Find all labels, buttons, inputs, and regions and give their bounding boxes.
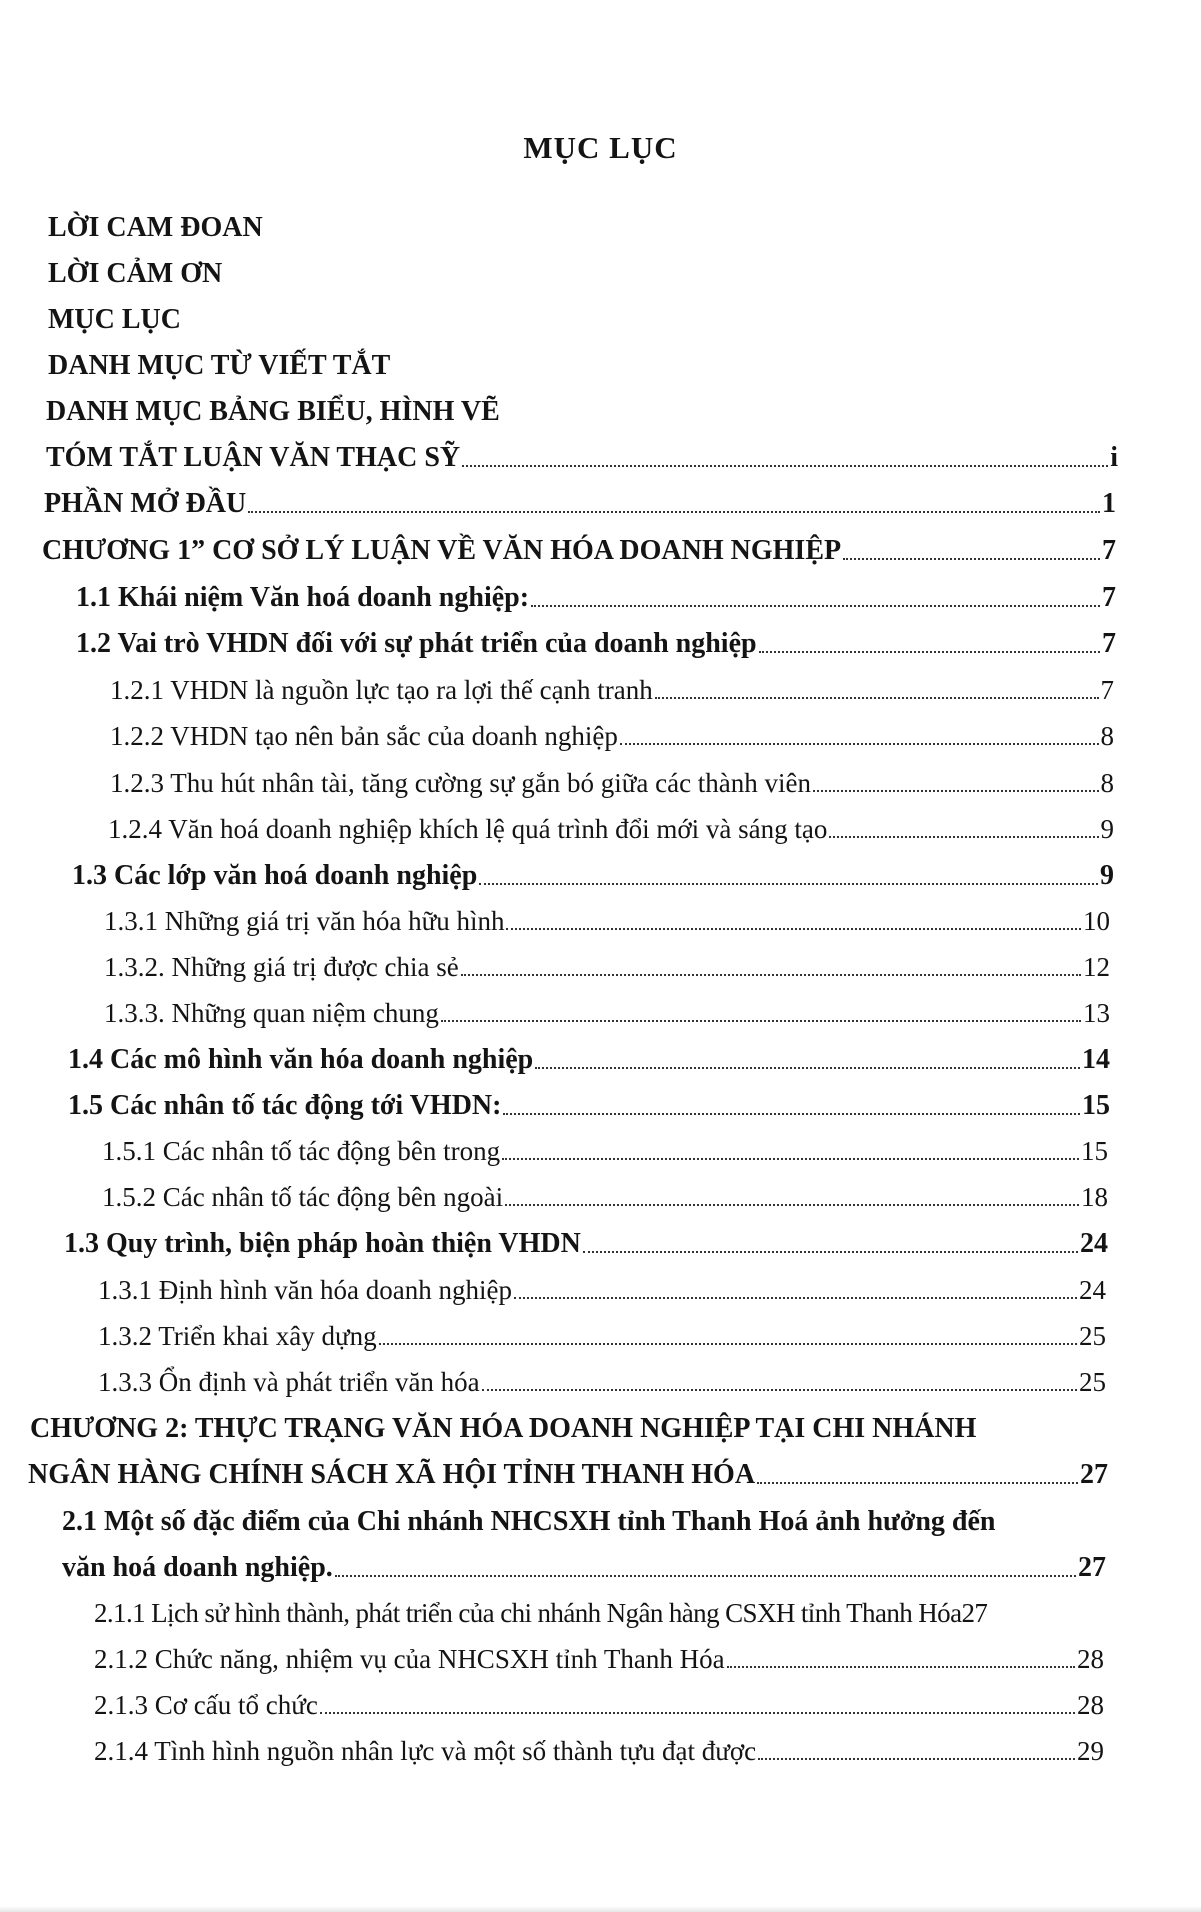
toc-entry[interactable] [62, 1552, 1106, 1584]
toc-entry[interactable] [102, 1182, 1108, 1213]
toc-entry-text: 1.3.1 Định hình văn hóa doanh nghiệp [98, 1275, 512, 1305]
dot-leader [655, 697, 1099, 699]
toc-entry[interactable] [44, 488, 1116, 520]
toc-entry-text: CHƯƠNG 1” CƠ SỞ LÝ LUẬN VỀ VĂN HÓA DOANH NGHIỆP [42, 535, 842, 566]
toc-entry[interactable] [46, 442, 1118, 474]
toc-page-number: 1 [1102, 488, 1116, 519]
toc-entry[interactable] [46, 396, 500, 428]
toc-entry-text: 1.5 Các nhân tố tác động tới VHDN: [68, 1090, 502, 1121]
toc-entry-text: 2.1.3 Cơ cấu tổ chức [94, 1690, 318, 1720]
toc-entry-text: 2.1.1 Lịch sử hình thành, phát triển của chi nhánh Ngân hàng CSXH tỉnh Thanh Hóa27 [94, 1598, 988, 1628]
toc-page-number: 9 [1100, 814, 1114, 844]
toc-entry[interactable] [62, 1506, 996, 1538]
toc-page-number: i [1110, 442, 1118, 473]
toc-entry[interactable] [108, 814, 1114, 845]
dot-leader [503, 1113, 1080, 1115]
toc-entry[interactable] [94, 1644, 1104, 1675]
toc-page-number: 7 [1102, 535, 1116, 566]
toc-entry-text: 1.3 Các lớp văn hoá doanh nghiệp [72, 860, 478, 891]
toc-entry[interactable] [104, 952, 1110, 983]
dot-leader [461, 974, 1081, 976]
toc-entry-text: 1.3.3 Ổn định và phát triển văn hóa [98, 1367, 480, 1397]
toc-page-number: 15 [1081, 1136, 1108, 1166]
toc-entry[interactable] [94, 1598, 987, 1629]
toc-page-number: 18 [1081, 1182, 1108, 1212]
dot-leader [758, 1758, 1075, 1760]
toc-page-number: 27 [1078, 1552, 1106, 1583]
dot-leader [620, 743, 1099, 745]
dot-leader [829, 836, 1098, 838]
toc-page-number: 24 [1080, 1228, 1108, 1259]
toc-entry-text: 2.1.2 Chức năng, nhiệm vụ của NHCSXH tỉnh Thanh Hóa [94, 1644, 725, 1674]
toc-page-number: 7 [1100, 675, 1114, 705]
toc-entry-text: 1.3.3. Những quan niệm chung [104, 998, 439, 1028]
dot-leader [514, 1297, 1077, 1299]
toc-page-number: 7 [1102, 628, 1116, 659]
toc-entry-text: DANH MỤC TỪ VIẾT TẮT [48, 350, 391, 381]
toc-page-number: 8 [1100, 721, 1114, 751]
dot-leader [479, 883, 1098, 885]
toc-entry[interactable] [104, 998, 1110, 1029]
toc-entry-text: 1.2.3 Thu hút nhân tài, tăng cường sự gắn bó giữa các thành viên [110, 768, 812, 798]
toc-entry-text: 1.4 Các mô hình văn hóa doanh nghiệp [68, 1044, 534, 1075]
toc-entry-text: 1.3.2 Triển khai xây dựng [98, 1321, 377, 1351]
toc-entry-text: 1.3 Quy trình, biện pháp hoàn thiện VHDN [64, 1228, 581, 1259]
page-title: MỤC LỤC [523, 130, 678, 165]
toc-entry-text: PHẦN MỞ ĐẦU [44, 488, 247, 519]
toc-entry[interactable] [68, 1044, 1110, 1076]
toc-page-number: 13 [1083, 998, 1110, 1028]
toc-page-number: 25 [1079, 1321, 1106, 1351]
toc-entry-text: CHƯƠNG 2: THỰC TRẠNG VĂN HÓA DOANH NGHIỆP TẠI CHI NHÁNH [30, 1413, 977, 1444]
toc-entry-text: 1.2.4 Văn hoá doanh nghiệp khích lệ quá trình đổi mới và sáng tạo [108, 814, 828, 844]
dot-leader [505, 1204, 1079, 1206]
toc-entry-text: 2.1 Một số đặc điểm của Chi nhánh NHCSXH tỉnh Thanh Hoá ảnh hưởng đến [62, 1506, 996, 1537]
dot-leader [583, 1251, 1078, 1253]
toc-entry[interactable] [28, 1459, 1108, 1491]
toc-entry[interactable] [48, 350, 390, 382]
toc-entry[interactable] [104, 906, 1110, 937]
toc-entry-text: 1.5.2 Các nhân tố tác động bên ngoài [102, 1182, 504, 1212]
dot-leader [462, 465, 1108, 467]
toc-page-number: 7 [1102, 582, 1116, 613]
toc-page-number: 9 [1100, 860, 1114, 891]
toc-entry[interactable] [110, 675, 1114, 706]
toc-entry-text: văn hoá doanh nghiệp. [62, 1552, 333, 1583]
toc-page-number: 15 [1082, 1090, 1110, 1121]
toc-entry[interactable] [110, 721, 1114, 752]
toc-page-number: 8 [1100, 768, 1114, 798]
toc-entry-text: 2.1.4 Tình hình nguồn nhân lực và một số thành tựu đạt được [94, 1736, 757, 1766]
toc-entry-text: LỜI CAM ĐOAN [48, 212, 263, 243]
toc-entry[interactable] [98, 1321, 1106, 1352]
toc-entry-text: NGÂN HÀNG CHÍNH SÁCH XÃ HỘI TỈNH THANH HÓA [28, 1459, 756, 1490]
toc-entry[interactable] [48, 212, 263, 244]
toc-page-number: 27 [1080, 1459, 1108, 1490]
dot-leader [379, 1343, 1077, 1345]
dot-leader [335, 1575, 1076, 1577]
dot-leader [531, 605, 1100, 607]
toc-entry-text: 1.3.2. Những giá trị được chia sẻ [104, 952, 459, 982]
dot-leader [813, 790, 1098, 792]
toc-entry-text: 1.2.1 VHDN là nguồn lực tạo ra lợi thế cạnh tranh [110, 675, 653, 705]
toc-entry[interactable] [110, 768, 1114, 799]
dot-leader [535, 1067, 1080, 1069]
toc-entry[interactable] [98, 1367, 1106, 1398]
toc-entry[interactable] [64, 1228, 1108, 1260]
page-edge-shadow [0, 1906, 1201, 1912]
toc-entry[interactable] [94, 1690, 1104, 1721]
toc-page-number: 25 [1079, 1367, 1106, 1397]
toc-entry-text: 1.2 Vai trò VHDN đối với sự phát triển của doanh nghiệp [76, 628, 757, 659]
dot-leader [727, 1666, 1075, 1668]
toc-entry-text: MỤC LỤC [48, 304, 181, 335]
dot-leader [506, 928, 1081, 930]
toc-entry[interactable] [42, 535, 1116, 567]
toc-entry-text: 1.3.1 Những giá trị văn hóa hữu hình [104, 906, 505, 936]
toc-page-number: 24 [1079, 1275, 1106, 1305]
dot-leader [502, 1158, 1079, 1160]
toc-entry-text: 1.5.1 Các nhân tố tác động bên trong [102, 1136, 501, 1166]
toc-entry-text: DANH MỤC BẢNG BIỂU, HÌNH VẼ [46, 396, 500, 427]
toc-page-number: 12 [1083, 952, 1110, 982]
toc-page-number: 28 [1077, 1644, 1104, 1674]
toc-entry[interactable] [48, 304, 181, 336]
toc-page-number: 28 [1077, 1690, 1104, 1720]
toc-entry[interactable] [76, 582, 1116, 614]
dot-leader [482, 1389, 1077, 1391]
dot-leader [759, 651, 1100, 653]
dot-leader [248, 511, 1100, 513]
toc-entry-text: TÓM TẮT LUẬN VĂN THẠC SỸ [46, 442, 461, 473]
dot-leader [320, 1712, 1075, 1714]
toc-entry[interactable] [72, 860, 1114, 892]
toc-entry[interactable] [30, 1413, 976, 1445]
toc-page-number: 10 [1083, 906, 1110, 936]
dot-leader [843, 558, 1100, 560]
toc-page-number: 29 [1077, 1736, 1104, 1766]
toc-entry[interactable] [48, 258, 222, 290]
toc-entry[interactable] [102, 1136, 1108, 1167]
toc-page-number: 14 [1082, 1044, 1110, 1075]
dot-leader [441, 1020, 1081, 1022]
toc-entry-text: 1.2.2 VHDN tạo nên bản sắc của doanh nghiệp [110, 721, 618, 751]
toc-entry-text: LỜI CẢM ƠN [48, 258, 223, 289]
toc-entry[interactable] [94, 1736, 1104, 1767]
toc-entry[interactable] [76, 628, 1116, 660]
toc-entry[interactable] [98, 1275, 1106, 1306]
dot-leader [757, 1482, 1078, 1484]
toc-entry-text: 1.1 Khái niệm Văn hoá doanh nghiệp: [76, 582, 530, 613]
toc-entry[interactable] [68, 1090, 1110, 1122]
